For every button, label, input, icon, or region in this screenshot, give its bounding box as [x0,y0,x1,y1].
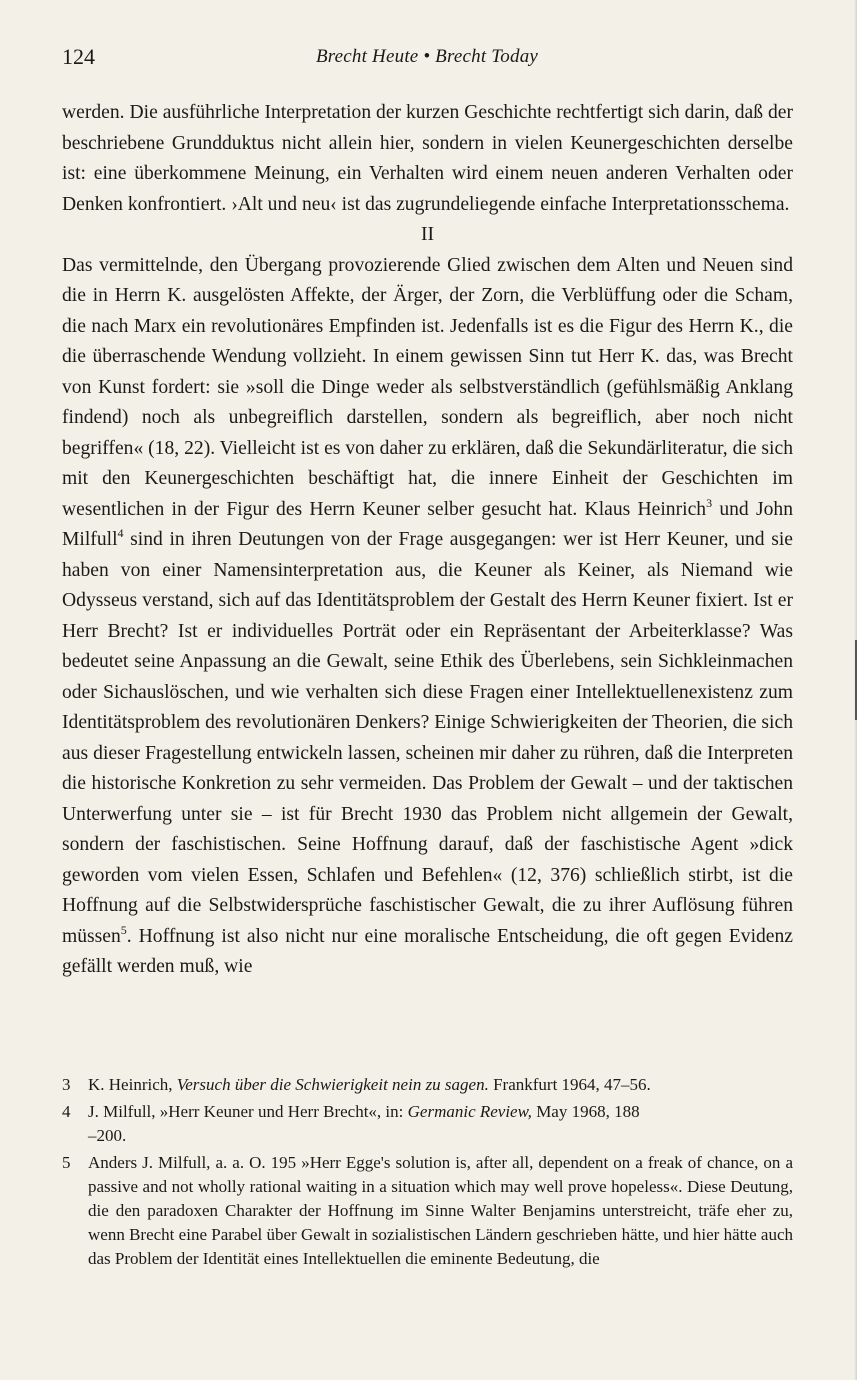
paragraph-2-part-2: und John Milfull [62,498,793,550]
footnote-number: 4 [62,1102,71,1121]
paragraph-1: werden. Die ausführliche Interpretation der kurzen Geschichte rechtfertigt sich darin, daß der beschriebene Grundduktus nicht allein hier, sondern in vielen Keunergeschichten derselbe ist: eine überkommene Meinung, ein Verhalten wird einem neuen anderen Verhalten oder Denken konfrontiert. ›Alt und neu‹ ist das zugrundeliegende einfache Interpretationsschema. [62,102,793,215]
section-heading: II [420,224,435,245]
footnote-text: Anders J. Milfull, a. a. O. 195 »Herr Egge's solution is, after all, dependent on a freak of chance, on a passive and not wholly rational waiting in a situation which may well prove hopeless«. Diese Deutung, die den paradoxen Charakter der Hoffnung im Sinne Walter Benjamins unterstreicht, träfe eher zu, wenn Brecht eine Parabel über Gewalt in sozialistischen Ländern geschrieben hätte, und hier hätte auch das Problem der Identität eines Intellektuellen die eminente Bedeutung, die [88,1153,793,1268]
footnote-text-continued: –200. [88,1126,127,1145]
page-header [62,44,792,74]
footnote-number: 3 [62,1075,71,1094]
footnote-title: Versuch über die Schwierigkeit nein zu sagen. [176,1075,489,1094]
footnote-5 [62,1151,793,1271]
footnote-3 [62,1073,793,1097]
footnote-number: 5 [62,1153,71,1172]
footnote-ref-4: 4 [117,526,124,540]
footnote-4 [62,1100,793,1148]
footnotes [62,1073,793,1274]
footnote-text: May 1968, 188 [531,1102,640,1121]
main-text [62,98,793,983]
footnote-text: K. Heinrich, [88,1075,177,1094]
footnote-ref-3: 3 [706,495,713,510]
page-number: 124 [62,44,95,69]
paragraph-2-part-3: sind in ihren Deutungen von der Frage ausgegangen: wer ist Herr Keuner, und sie haben von einer Namensinterpretation aus, die Keuner als Keiner, als Niemand wie Odysseus verstand, sich auf das Identitätsproblem der Gestalt des Herrn Keuner fixiert. Ist er Herr Brecht? Ist er individuelles Porträt oder ein Repräsentant der Arbeiterklasse? Was bedeutet seine Anpassung an die Gewalt, seine Ethik des Überlebens, sein Sichkleinmachen oder Sichauslöschen, und wie verhalten sich diese Fragen einer Intellektuellenexistenz zum Identitätsproblem des revolutionären Denkers? Einige Schwierigkeiten der Theorien, die sich aus dieser Fragestellung entwickeln lassen, scheinen mir daher zu rühren, daß die Interpreten die historische Konkretion zu sehr vermeiden. Das Problem der Gewalt – und der taktischen Unterwerfung unter sie – ist für Brecht 1930 das Problem nicht allgemein der Gewalt, sondern der faschistischen. Seine Hoffnung darauf, daß der faschistische Agent »dick geworden vom vielen Essen, Schlafen und Befehlen« (12, 376) schließlich stirbt, ist die Hoffnung auf die Selbstwidersprüche faschistischer Gewalt, die zu ihrer Auflösung führen müssen [62,529,793,947]
running-head: Brecht Heute • Brecht Today [315,46,539,67]
paragraph-2-part-4: . Hoffnung ist also nicht nur eine moralische Entscheidung, die oft gegen Evidenz gefällt werden muß, wie [62,925,793,977]
footnote-ref-5: 5 [120,922,127,937]
footnote-text: J. Milfull, »Herr Keuner und Herr Brecht«, in: [88,1102,408,1121]
footnote-text: Frankfurt 1964, 47–56. [488,1075,651,1094]
paragraph-2-part-1: Das vermittelnde, den Übergang provozierende Glied zwischen dem Alten und Neuen sind die in Herrn K. ausgelösten Affekte, der Ärger, der Zorn, die Verblüffung oder die Scham, die nach Marx ein revolutionäres Empfinden ist. Jedenfalls ist es die Figur des Herrn K., die die überraschende Wendung vollzieht. In einem gewissen Sinn tut Herr K. das, was Brecht von Kunst fordert: sie »soll die Dinge weder als selbstverständlich (gefühlsmäßig Anklang findend) noch als unbegreiflich darstellen, sondern als begreiflich, aber noch nicht begriffen« (18, 22). Vielleicht ist es von daher zu erklären, daß die Sekundärliteratur, die sich mit den Keunergeschichten beschäftigt hat, die innere Einheit der Geschichten im wesentlichen in der Figur des Herrn Keuner selber gesucht hat. Klaus Heinrich [62,254,793,520]
paragraph-2 [62,251,793,983]
footnote-title: Germanic Review, [407,1102,532,1121]
